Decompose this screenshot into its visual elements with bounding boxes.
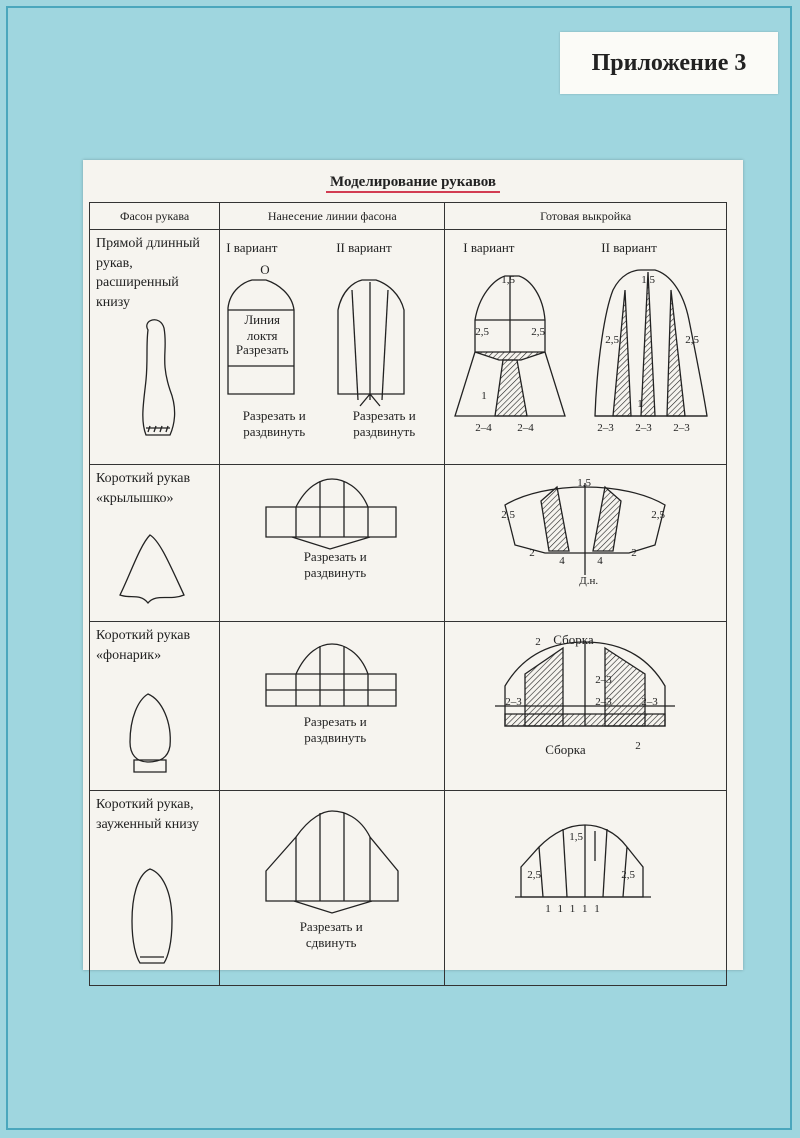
mark-1-5: 1,5 [569,831,584,843]
pattern-cell [445,622,727,791]
mark-2-5-left: 2,5 [475,326,490,338]
gathering-top: Сборка [553,632,594,647]
lines-cell [220,791,445,986]
document-title: Моделирование рукавов [83,174,743,193]
mark-2-right: 2 [631,547,637,559]
mark-dn: Д.н. [579,575,599,587]
style-cell [90,622,220,791]
mark-2-top: 2 [535,636,541,648]
gathering-bottom: Сборка [545,742,586,757]
table-row [90,791,727,986]
caption: Разрезать и раздвинуть [303,714,367,746]
caption-variant-1: Разрезать и раздвинуть [242,408,306,440]
mark-2-left: 2 [529,547,535,559]
style-name: Короткий рукав «фонарик» [96,628,191,663]
ready-variant-2-label: II вариант [601,240,657,255]
sleeve-sketch [90,465,218,613]
style-name: Короткий рукав «крылышко» [96,471,191,506]
mark-2-5-left: 2,5 [527,869,542,881]
mark-2-4-left: 2–4 [475,422,492,434]
point-o-label: O [260,262,270,277]
appendix-label: Приложение 3 [560,32,778,94]
mark-2-3-b: 2–3 [635,422,652,434]
pattern-cell [445,230,727,465]
mark-2-3-a: 2–3 [595,674,612,686]
mark-2-3-a: 2–3 [597,422,614,434]
mark-2-4-right: 2–4 [517,422,534,434]
table-row [90,230,727,465]
style-cell [90,791,220,986]
caption: Разрезать и раздвинуть [303,549,367,581]
table-row [90,622,727,791]
variant-2-label: II вариант [336,240,392,255]
lines-drawing [220,622,446,782]
style-name: Короткий рукав, зауженный книзу [96,797,199,832]
ready-variant-1-label: I вариант [463,240,515,255]
lines-cell [220,230,445,465]
sleeve-sketch [90,791,218,977]
lines-cell [220,465,445,622]
mark-2-5-right: 2,5 [531,326,546,338]
mark-2-5-right: 2,5 [621,869,636,881]
header-style: Фасон рукава [90,203,220,230]
document-page [83,160,743,970]
mark-2-5-left-v2: 2,5 [605,334,620,346]
mark-1-5-v2: 1,5 [641,274,656,286]
mark-2-5-left: 2,5 [501,509,516,521]
style-name: Прямой длинный рукав, расширенный книзу [96,236,200,310]
table-row [90,465,727,622]
header-lines: Нанесение линии фасона [220,203,445,230]
mark-1-5: 1,5 [501,274,516,286]
lines-cell [220,622,445,791]
mark-2-bottom: 2 [635,740,641,752]
mark-2-5-right: 2,5 [651,509,666,521]
lines-drawing [220,465,446,613]
mark-4-left: 4 [559,555,565,567]
header-pattern: Готовая выкройка [445,203,727,230]
mark-1: 1 [481,390,487,402]
mark-4-right: 4 [597,555,603,567]
mark-2-5-right-v2: 2,5 [685,334,700,346]
mark-2-3-c: 2–3 [595,696,612,708]
style-cell [90,465,220,622]
caption-variant-2: Разрезать и раздвинуть [352,408,416,440]
elbow-line-label: Линия локтя [244,312,281,344]
pattern-cell [445,791,727,986]
mark-2-3-b: 2–3 [505,696,522,708]
mark-1-5: 1,5 [577,477,592,489]
sleeve-table [89,202,727,986]
mark-ones: 1 1 1 1 1 [545,903,602,915]
mark-2-3-d: 2–3 [641,696,658,708]
sleeve-sketch [90,230,218,456]
cut-label: Разрезать [235,342,289,357]
style-cell [90,230,220,465]
variant-1-label: I вариант [226,240,278,255]
sleeve-sketch [90,622,218,782]
caption: Разрезать и сдвинуть [299,919,363,951]
pattern-cell [445,465,727,622]
pattern-drawing [445,791,729,977]
mark-1-v2: 1 [637,398,643,410]
mark-2-3-c: 2–3 [673,422,690,434]
